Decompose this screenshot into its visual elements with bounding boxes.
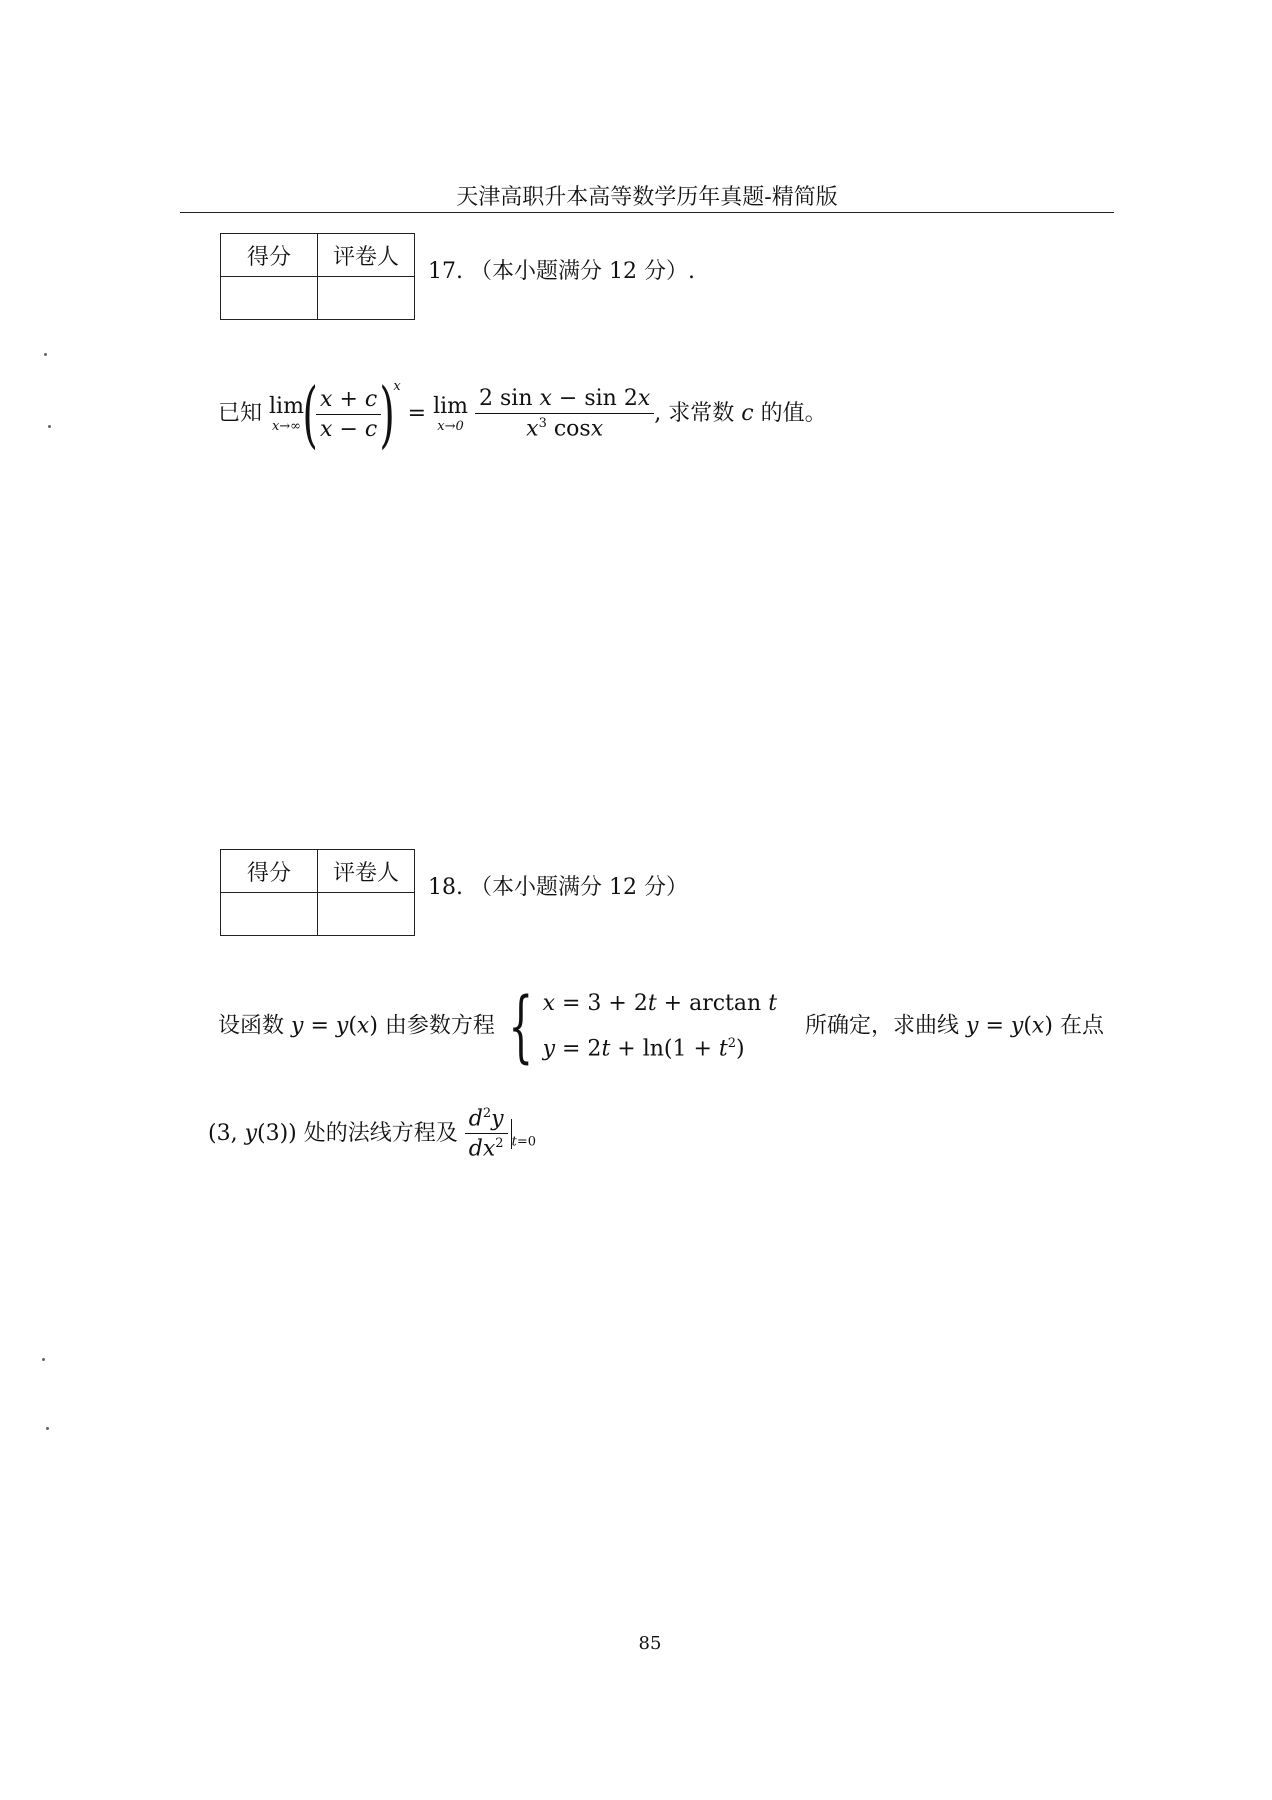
q17-title: 17. （本小题满分 12 分）. (428, 259, 695, 284)
q18-statement (218, 981, 1104, 1072)
q18-after2: 在点 (1059, 1013, 1104, 1039)
q17-lead: 已知 (218, 401, 263, 426)
page-number: 85 (638, 1633, 662, 1654)
scan-speck (46, 1427, 49, 1430)
scan-speck (48, 425, 51, 428)
q18-point: (3, y(3)) (208, 1120, 297, 1146)
q17-statement (218, 372, 827, 456)
param-system: x = 3 + 2t + arctan t $y = 2t + \ln(1 + t^2)$ (542, 991, 778, 1062)
q18-after: 所确定，求曲线 (805, 1013, 960, 1039)
grader-label: 评卷人 (318, 234, 415, 277)
scan-speck (44, 353, 47, 356)
scan-speck (42, 1358, 45, 1361)
q18-statement-line2 (208, 1106, 536, 1162)
grader-cell (318, 277, 415, 320)
header-rule (180, 212, 1114, 213)
q18-title: 18. （本小题满分 12 分） (428, 875, 688, 900)
score-label: 得分 (221, 850, 318, 893)
q17-tail: 求常数 (668, 401, 735, 426)
grader-cell (318, 893, 415, 936)
q18-mid: 由参数方程 (384, 1013, 495, 1039)
page-header: 天津高职升本高等数学历年真题-精简版 (456, 185, 838, 210)
q18-curve: y = y(x) (966, 1013, 1053, 1039)
q18-line2: 处的法线方程及 (303, 1120, 458, 1146)
second-derivative: $\frac{d^2y}{dx^2}$ $_{t=0}$ (465, 1121, 536, 1146)
q17-formula: lim x→∞ ( $\frac{x + c}{x - c}$ )$^x$ = lim x→0 $\frac{\text{2 sin x − sin 2x}}{x^3 \cos x}$ , (269, 372, 669, 456)
score-table-q18 (220, 849, 415, 936)
system-brace: { (508, 981, 534, 1072)
q18-func: y = y(x) (291, 1013, 378, 1039)
score-cell (221, 893, 318, 936)
q17-tail-var: c (741, 401, 754, 426)
score-table-q17 (220, 233, 415, 320)
score-label: 得分 (221, 234, 318, 277)
q17-tail-end: 的值。 (760, 401, 827, 426)
grader-label: 评卷人 (318, 850, 415, 893)
score-cell (221, 277, 318, 320)
q18-lead: 设函数 (218, 1013, 285, 1039)
